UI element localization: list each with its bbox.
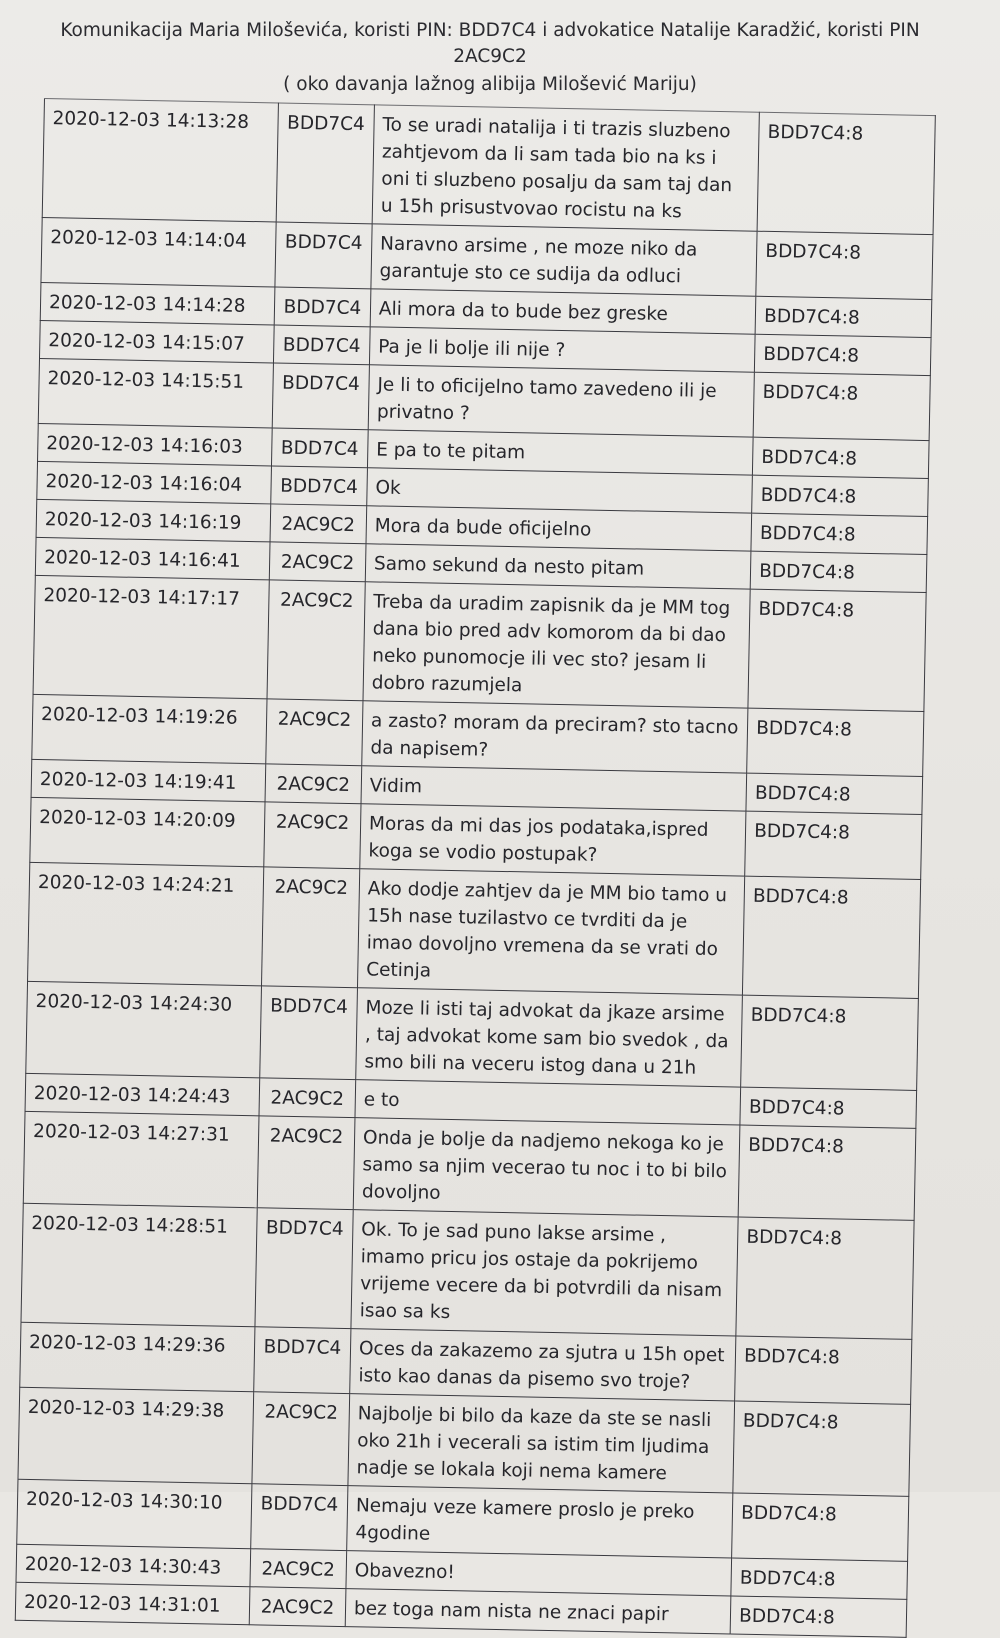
message-reference: BDD7C4:8 xyxy=(731,1558,908,1599)
message-reference: BDD7C4:8 xyxy=(756,231,933,299)
message-reference: BDD7C4:8 xyxy=(745,811,922,879)
message-log-body xyxy=(15,99,935,1638)
message-timestamp: 2020-12-03 14:24:43 xyxy=(25,1073,260,1115)
message-text: Onda je bolje da nadjemo nekoga ko je samo sa njim vecerao tu noc i to bi bilo dovoljno xyxy=(353,1118,740,1217)
sender-pin: BDD7C4 xyxy=(271,428,368,468)
message-timestamp: 2020-12-03 14:29:36 xyxy=(20,1322,255,1391)
sender-pin: BDD7C4 xyxy=(251,1484,348,1551)
message-row xyxy=(42,99,935,235)
message-timestamp: 2020-12-03 14:30:10 xyxy=(17,1479,252,1548)
message-timestamp: 2020-12-03 14:29:38 xyxy=(18,1387,254,1483)
message-reference: BDD7C4:8 xyxy=(751,513,928,554)
message-text: Najbolje bi bilo da kaze da ste se nasli oko 21h i vecerali sa istim tim ljudima nadje se lokala koji nema kamere xyxy=(348,1394,735,1493)
message-reference: BDD7C4:8 xyxy=(757,112,935,234)
message-text: Samo sekund da nesto pitam xyxy=(365,544,751,589)
document-header xyxy=(40,18,940,98)
message-text: a zasto? moram da preciram? sto tacno da napisem? xyxy=(362,701,748,773)
message-row xyxy=(26,981,919,1090)
message-reference: BDD7C4:8 xyxy=(753,372,930,440)
sender-pin: 2AC9C2 xyxy=(270,504,367,544)
sender-pin: 2AC9C2 xyxy=(267,580,365,701)
sender-pin: 2AC9C2 xyxy=(250,1549,347,1589)
message-timestamp: 2020-12-03 14:16:04 xyxy=(37,461,272,503)
message-text: Pa je li bolje ili nije ? xyxy=(369,327,755,372)
message-timestamp: 2020-12-03 14:16:03 xyxy=(38,423,273,465)
message-text: Moze li isti taj advokat da jkaze arsime , taj advokat kome sam bio svedok , da smo bili na veceru istog dana u 21h xyxy=(356,988,743,1087)
message-timestamp: 2020-12-03 14:19:41 xyxy=(31,759,266,801)
message-text: Vidim xyxy=(361,766,747,811)
message-text: Obavezno! xyxy=(346,1551,732,1596)
sender-pin: BDD7C4 xyxy=(272,363,369,430)
message-text: Naravno arsime , ne moze niko da garantuje sto ce sudija da odluci xyxy=(371,224,757,296)
message-reference: BDD7C4:8 xyxy=(741,995,919,1090)
sender-pin: BDD7C4 xyxy=(274,287,371,327)
message-text: bez toga nam nista ne znaci papir xyxy=(345,1589,731,1634)
message-reference: BDD7C4:8 xyxy=(746,773,923,814)
message-text: To se uradi natalija i ti trazis sluzbeno zahtjevom da li sam tada bio na ks i oni ti sluzbeno posalju da sam taj dan u 15h prisustvovao rocistu na ks xyxy=(372,105,759,231)
sender-pin: 2AC9C2 xyxy=(252,1392,350,1486)
message-reference: BDD7C4:8 xyxy=(748,589,926,711)
message-reference: BDD7C4:8 xyxy=(750,551,927,592)
sender-pin: 2AC9C2 xyxy=(259,1078,356,1118)
message-text: e to xyxy=(355,1080,741,1125)
message-timestamp: 2020-12-03 14:31:01 xyxy=(15,1582,250,1624)
sender-pin: BDD7C4 xyxy=(276,103,374,224)
message-text: E pa to te pitam xyxy=(367,430,753,475)
message-reference: BDD7C4:8 xyxy=(738,1125,916,1220)
message-reference: BDD7C4:8 xyxy=(743,876,921,998)
message-row xyxy=(33,575,926,711)
message-reference: BDD7C4:8 xyxy=(755,296,932,337)
message-timestamp: 2020-12-03 14:13:28 xyxy=(42,99,278,222)
message-timestamp: 2020-12-03 14:24:30 xyxy=(26,981,262,1077)
message-reference: BDD7C4:8 xyxy=(735,1336,912,1404)
message-timestamp: 2020-12-03 14:14:28 xyxy=(40,282,275,324)
sender-pin: 2AC9C2 xyxy=(249,1587,346,1627)
message-timestamp: 2020-12-03 14:17:17 xyxy=(33,575,269,698)
message-timestamp: 2020-12-03 14:24:21 xyxy=(28,862,264,985)
sender-pin: 2AC9C2 xyxy=(264,802,361,869)
message-timestamp: 2020-12-03 14:20:09 xyxy=(30,797,265,866)
message-text: Oces da zakazemo za sjutra u 15h opet isto kao danas da pisemo svo troje? xyxy=(350,1329,736,1401)
sender-pin: 2AC9C2 xyxy=(265,764,362,804)
sender-pin: 2AC9C2 xyxy=(257,1116,355,1210)
document-title: Komunikacija Maria Miloševića, koristi PIN: BDD7C4 i advokatice Natalije Karadžić, koristi PIN 2AC9C2 xyxy=(60,20,920,67)
message-text: Ok xyxy=(367,468,753,513)
message-timestamp: 2020-12-03 14:28:51 xyxy=(21,1203,257,1326)
sender-pin: 2AC9C2 xyxy=(261,867,359,988)
message-reference: BDD7C4:8 xyxy=(732,1493,909,1561)
message-reference: BDD7C4:8 xyxy=(736,1217,914,1339)
message-timestamp: 2020-12-03 14:27:31 xyxy=(23,1111,259,1207)
message-reference: BDD7C4:8 xyxy=(730,1596,907,1637)
message-text: Je li to oficijelno tamo zavedeno ili je privatno ? xyxy=(368,365,754,437)
message-text: Ako dodje zahtjev da je MM bio tamo u 15h nase tuzilastvo ce tvrditi da je imao dovoljno vremena da se vrati do Cetinja xyxy=(357,869,744,995)
message-text: Treba da uradim zapisnik da je MM tog dana bio pred adv komorom da bi dao neko punomocje ili vec sto? jesam li dobro razumjela xyxy=(363,582,750,708)
message-row xyxy=(21,1203,914,1339)
message-text: Ali mora da to bude bez greske xyxy=(370,289,756,334)
message-timestamp: 2020-12-03 14:14:04 xyxy=(41,217,276,286)
message-reference: BDD7C4:8 xyxy=(747,708,924,776)
message-timestamp: 2020-12-03 14:15:07 xyxy=(39,320,274,362)
sender-pin: 2AC9C2 xyxy=(266,699,363,766)
message-reference: BDD7C4:8 xyxy=(733,1401,911,1496)
message-text: Moras da mi das jos podataka,ispred koga se vodio postupak? xyxy=(360,804,746,876)
message-reference: BDD7C4:8 xyxy=(740,1087,917,1128)
message-timestamp: 2020-12-03 14:19:26 xyxy=(32,694,267,763)
message-timestamp: 2020-12-03 14:30:43 xyxy=(16,1544,251,1586)
message-reference: BDD7C4:8 xyxy=(755,334,932,375)
message-timestamp: 2020-12-03 14:15:51 xyxy=(38,358,273,427)
message-text: Nemaju veze kamere proslo je preko 4godine xyxy=(347,1486,733,1558)
message-reference: BDD7C4:8 xyxy=(753,437,930,478)
sender-pin: BDD7C4 xyxy=(260,986,358,1080)
message-timestamp: 2020-12-03 14:16:19 xyxy=(36,499,271,541)
sender-pin: BDD7C4 xyxy=(271,466,368,506)
message-text: Ok. To je sad puno lakse arsime , imamo pricu jos ostaje da pokrijemo vrijeme vecere da bi potvrdili da nisam isao sa ks xyxy=(351,1210,738,1336)
sender-pin: 2AC9C2 xyxy=(269,542,366,582)
document-subtitle: ( oko davanja lažnog alibija Milošević Mariju) xyxy=(283,74,697,95)
message-row xyxy=(23,1111,916,1220)
sender-pin: BDD7C4 xyxy=(254,1327,351,1394)
message-timestamp: 2020-12-03 14:16:41 xyxy=(35,537,270,579)
message-text: Mora da bude oficijelno xyxy=(366,506,752,551)
message-row xyxy=(18,1387,911,1496)
message-row xyxy=(28,862,921,998)
sender-pin: BDD7C4 xyxy=(273,325,370,365)
sender-pin: BDD7C4 xyxy=(275,222,372,289)
message-log-table xyxy=(15,98,936,1638)
message-reference: BDD7C4:8 xyxy=(752,475,929,516)
sender-pin: BDD7C4 xyxy=(255,1208,353,1329)
